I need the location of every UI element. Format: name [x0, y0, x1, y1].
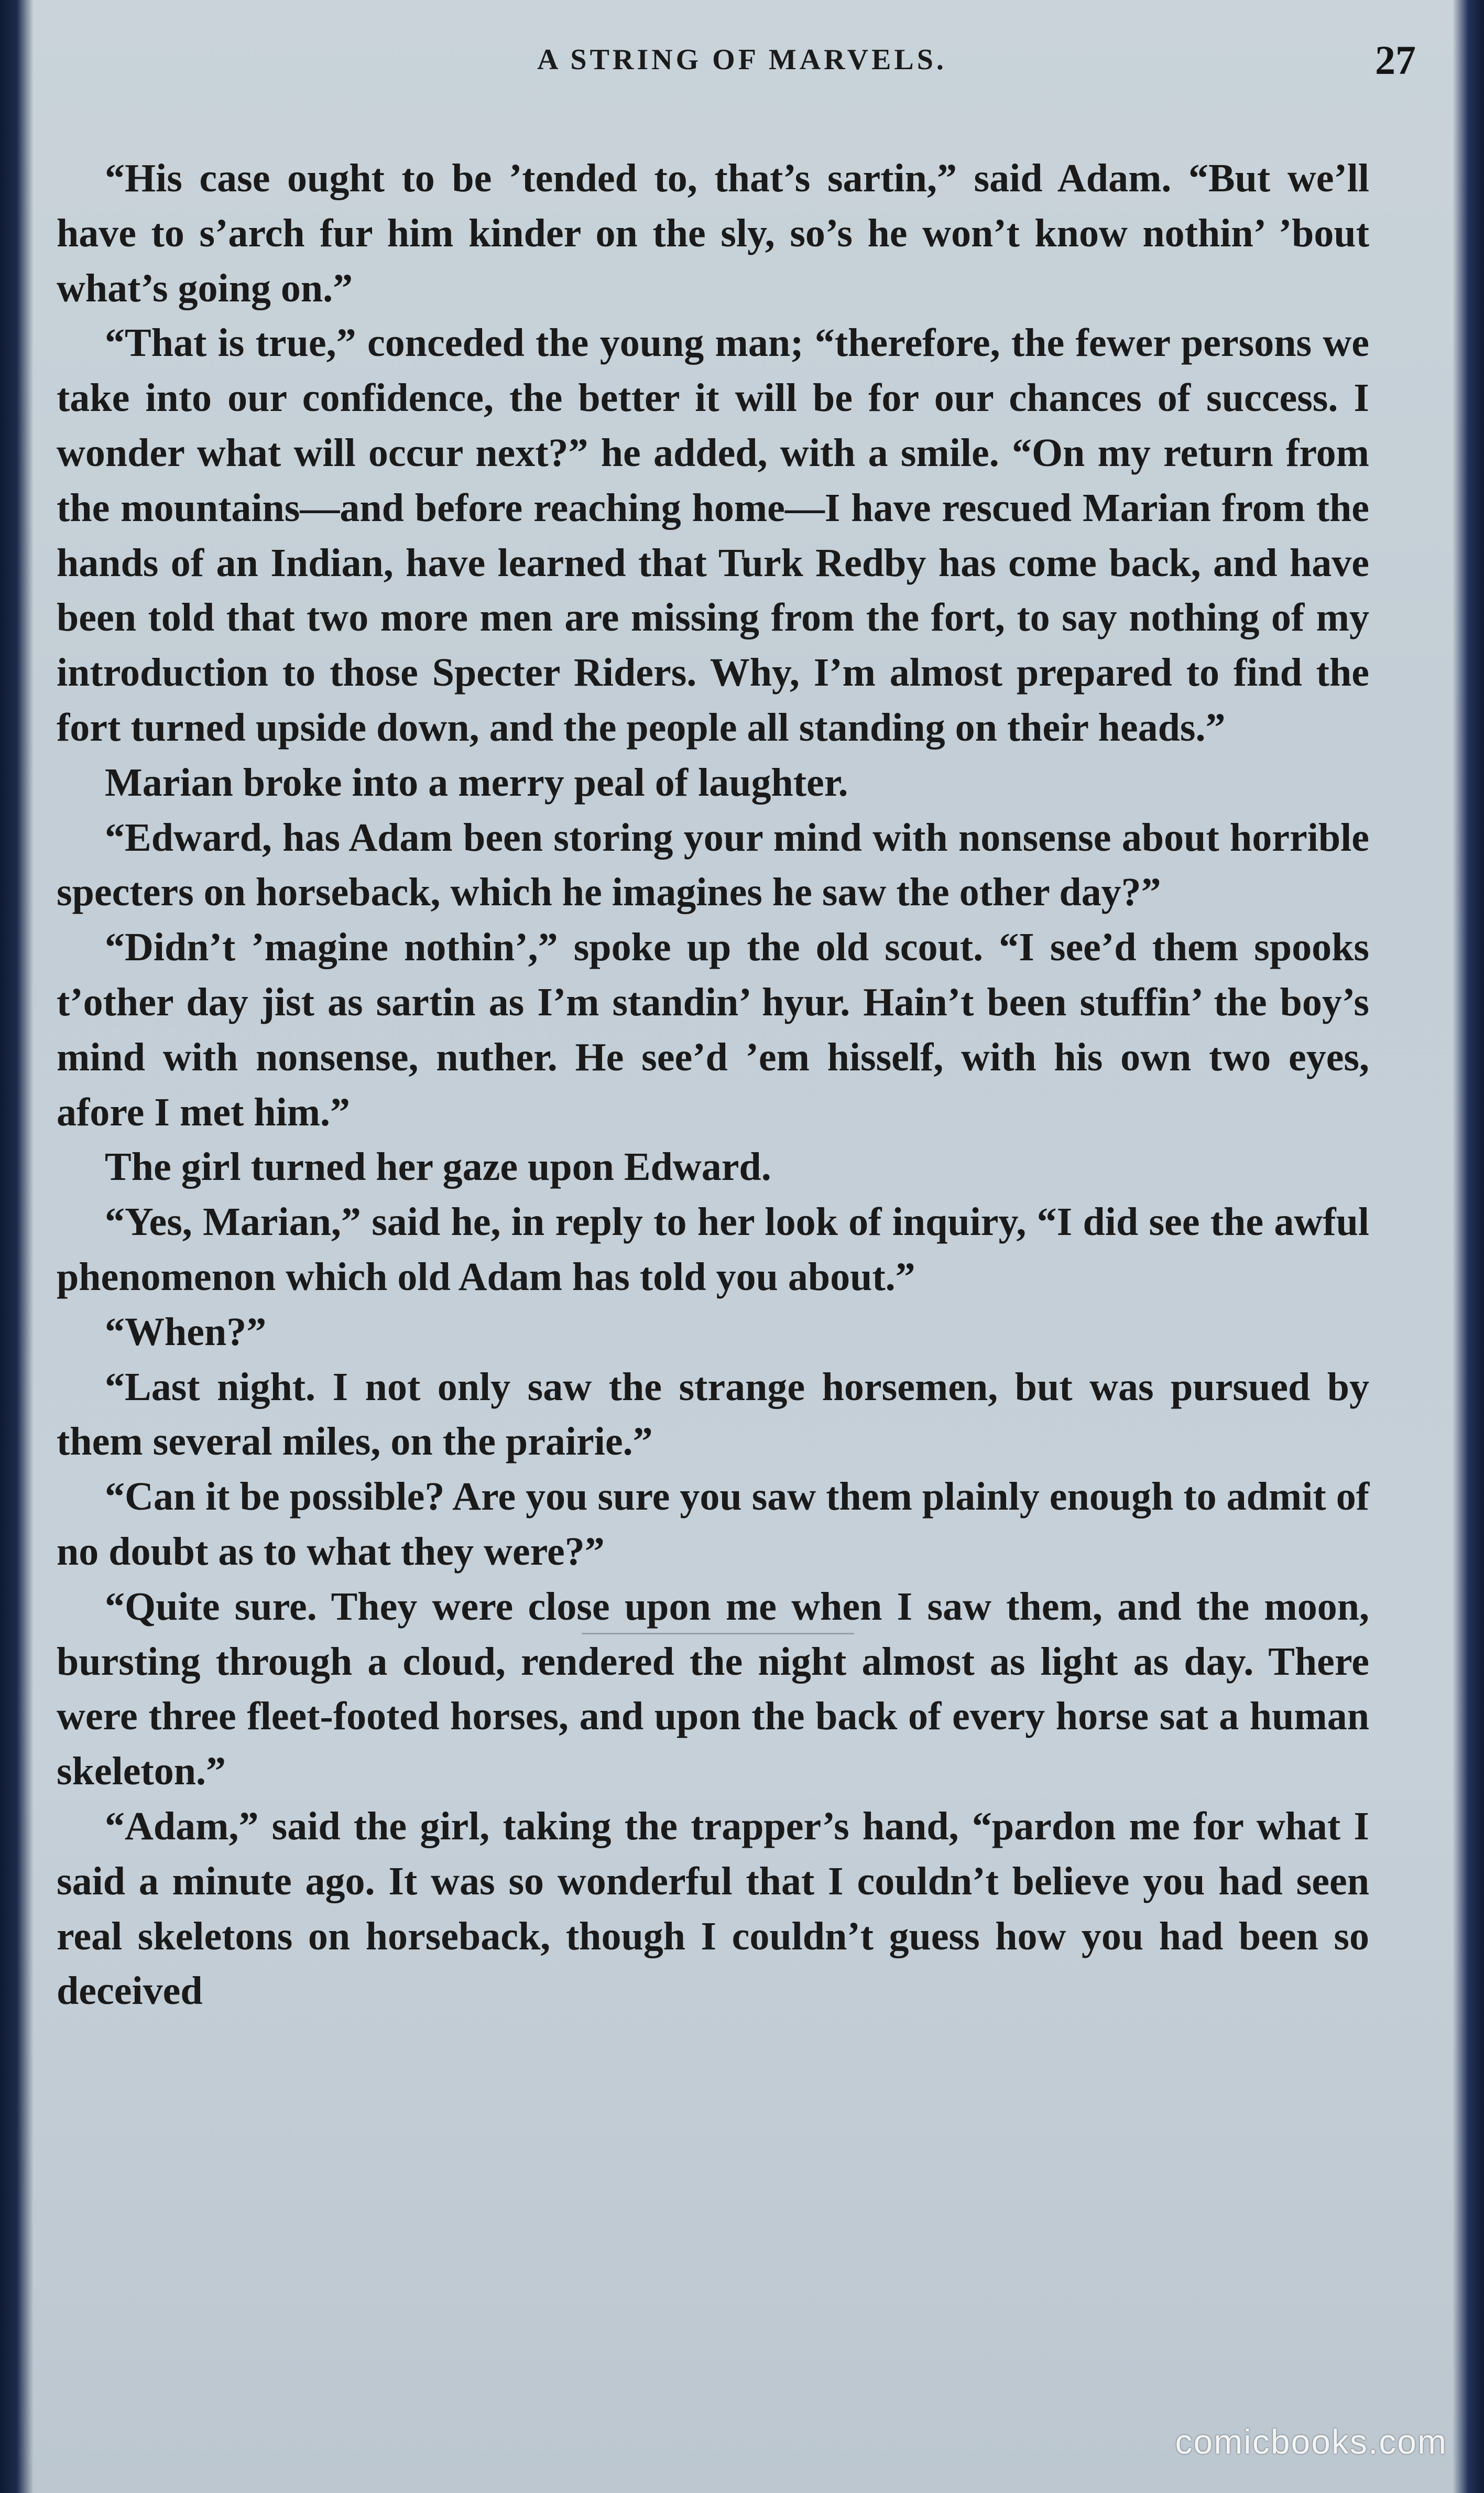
paragraph: “That is true,” conceded the young man; “therefore, the fewer persons we take into our confidence, the better it will be for our chances of success. I wonder what will occur next?” he added, with a smile. “On my return from the mountains—and before reaching home—I have rescued Marian from the hands of an Indian, have learned that Turk Redby has come back, and have been told that two more men are missing from the fort, to say nothing of my introduction to those Specter Riders. Why, I’m almost prepared to find the fort turned upside down, and the people all standing on their heads.”: [57, 321, 1369, 750]
site-watermark: comicbooks.com: [1175, 2422, 1447, 2461]
paragraph: “Last night. I not only saw the strange horsemen, but was pursued by them several miles, on the prairie.”: [57, 1364, 1369, 1464]
page-edge-right: [1453, 0, 1484, 2493]
page-edge-left: [0, 0, 34, 2493]
body-text: [57, 151, 1369, 2019]
paragraph: “Quite sure. They were close upon me when I saw them, and the moon, bursting through a cloud, rendered the night almost as light as day. There were three fleet-footed horses, and upon the back of every horse sat a human skeleton.”: [57, 1584, 1369, 1794]
paragraph: Marian broke into a merry peal of laughter.: [105, 760, 848, 805]
running-title: A STRING OF MARVELS.: [537, 44, 947, 76]
paragraph: “His case ought to be ’tended to, that’s sartin,” said Adam. “But we’ll have to s’arch fur him kinder on the sly, so’s he won’t know nothin’ ’bout what’s going on.”: [57, 156, 1369, 310]
paragraph: The girl turned her gaze upon Edward.: [105, 1145, 771, 1189]
paragraph: “Edward, has Adam been storing your mind with nonsense about horrible specters on horseback, which he imagines he saw the other day?”: [57, 815, 1369, 915]
paragraph: “Adam,” said the girl, taking the trapper’s hand, “pardon me for what I said a minute ago. It was so wonderful that I couldn’t believe you had seen real skeletons on horseback, though I couldn’t guess how you had been so deceived: [57, 1804, 1369, 2013]
paragraph: “Can it be possible? Are you sure you saw them plainly enough to admit of no doubt as to what they were?”: [57, 1475, 1369, 1574]
paragraph: “Yes, Marian,” said he, in reply to her look of inquiry, “I did see the awful phenomenon which old Adam has told you about.”: [57, 1200, 1369, 1299]
page-header: [58, 37, 1426, 101]
paragraph: “Didn’t ’magine nothin’,” spoke up the old scout. “I see’d them spooks t’other day jist as sartin as I’m standin’ hyur. Hain’t been stuffin’ the boy’s mind with nonsense, nuther. He see’d ’em hisself, with his own two eyes, afore I met him.”: [57, 925, 1369, 1134]
page-number: 27: [1375, 37, 1416, 83]
paragraph: “When?”: [105, 1309, 267, 1354]
faint-rule-divider: [582, 1633, 854, 1634]
